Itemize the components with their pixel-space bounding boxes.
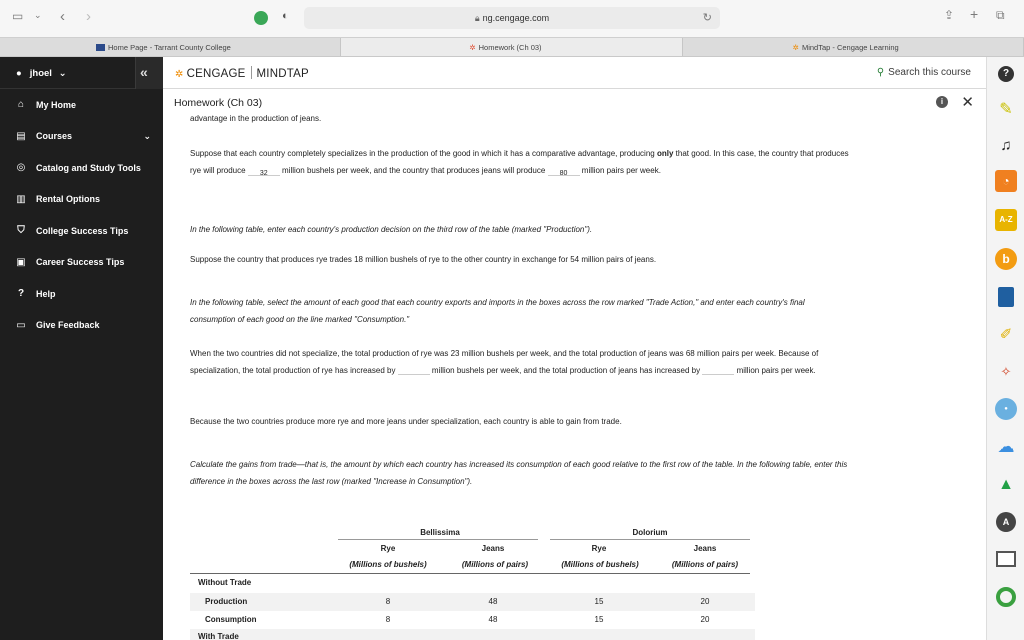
extension-icon[interactable] [254,11,268,25]
help-icon[interactable]: ? [998,66,1014,82]
trade-paragraph: Suppose the country that produces rye trades 18 million bushels of rye to the other country in exchange for 54 million pairs of jeans. [190,255,657,264]
sidebar-item-courses[interactable] [0,121,163,153]
chevron-down-icon: ⌄ [143,130,151,141]
sidebar-item-label: Give Feedback [36,320,100,331]
country-header: Bellissima [420,528,460,537]
sidebar-item-give-feedback[interactable] [0,310,163,342]
jeans-increase-input[interactable] [702,364,734,375]
cloud-icon[interactable]: ☁ [997,437,1015,456]
sidebar-item-help[interactable] [0,278,163,310]
chevron-down-icon[interactable]: ⌄ [34,10,42,20]
kaltura-icon[interactable]: ● [995,398,1017,420]
lock-icon: 🔒︎ [474,13,480,23]
table-cell: 48 [488,597,498,606]
table-row [190,629,755,640]
specialization-paragraph: Suppose that each country completely specializes in the production of the good in which it has a comparative advantage, producing only that good. In this case, the country that produces rye will produce 32 million bushels per week, and the country that produces jeans will produce 80 million pairs per week. [190,149,849,177]
sidebar-item-career-success-tips[interactable] [0,247,163,279]
good-header: Jeans [481,544,505,553]
sidebar-item-label: My Home [36,99,77,110]
back-icon[interactable]: ‹ [60,8,65,25]
text-cut-line: advantage in the production of jeans. [190,114,322,123]
tab-strip [0,37,1024,57]
page-title: Homework (Ch 03) [174,97,263,109]
good-header: Rye [380,544,396,553]
table-cell: 15 [594,615,604,624]
jeans-production-answer[interactable]: 80 [548,165,580,176]
sidebar-item-college-success-tips[interactable] [0,215,163,247]
homework-bar [163,90,986,114]
good-header: Rye [591,544,607,553]
search-icon: ⚲ [876,67,885,78]
compass-icon: ◎ [16,162,26,174]
section-with-trade: With Trade [198,632,239,640]
google-drive-icon[interactable]: ▲ [998,476,1014,493]
search-course[interactable]: ⚲ Search this course [876,67,971,78]
close-icon[interactable]: ✕ [961,94,974,111]
cengage-favicon-icon: ✲ [792,43,799,52]
table-cell: 15 [594,597,604,606]
sidebar-toggle-icon[interactable]: ▭ [12,9,24,23]
forward-icon[interactable]: › [86,8,91,25]
total-production-paragraph: When the two countries did not specialize, the total production of rye was 23 million bushels per week, and the total production of jeans was 68 million pairs per week. Because of specialization, the total production of rye has increased by million bushels per week, and the total production of jeans has increased by million pairs per week. [190,349,819,375]
dictionary-icon[interactable]: A-Z [995,209,1017,231]
share-icon[interactable]: ⇪ [944,8,955,22]
notebook-icon[interactable] [998,287,1014,307]
table-cell: 20 [700,615,710,624]
url-bar[interactable]: 🔒︎ ng.cengage.com ↻ [304,7,720,29]
new-tab-icon[interactable]: + [970,6,979,22]
cengage-mindtap-logo[interactable]: ✲ CENGAGE MINDTAP [175,68,309,80]
sidebar-item-label: Rental Options [36,194,101,205]
pencil-icon[interactable]: ✎ [999,101,1013,118]
gain-from-trade-paragraph: Because the two countries produce more rye and more jeans under specialization, each country is able to gain from trade. [190,417,622,426]
cengage-favicon-icon: ✲ [469,43,476,52]
chevron-down-icon: ⌄ [58,68,67,79]
unit-header: (Millions of bushels) [561,560,639,569]
notes-icon[interactable]: ✐ [999,326,1013,343]
sidebar-item-label: College Success Tips [36,225,129,236]
shield-icon[interactable]: ◐ [282,10,289,22]
home-icon: ⌂ [17,99,25,111]
browser-toolbar [0,0,1024,37]
book-icon: ▤ [16,130,26,142]
table-cell: 8 [385,597,391,606]
flashcards-icon[interactable]: ✧ [1000,364,1012,379]
grade-icon[interactable]: A [996,512,1016,532]
rye-increase-input[interactable] [398,364,430,375]
row-label: Consumption [205,615,257,624]
circle-app-icon[interactable] [996,587,1016,607]
good-header: Jeans [693,544,717,553]
briefcase-icon: ▣ [16,256,26,268]
help-icon: ? [17,288,25,300]
rss-icon[interactable]: ◔ [995,170,1017,192]
info-icon[interactable]: i [936,96,948,108]
row-label: Production [205,597,248,606]
sidebar-item-catalog-and-study-tools[interactable] [0,152,163,184]
sidebar-item-my-home[interactable] [0,89,163,121]
instruction-production: In the following table, enter each country's production decision on the third row of the table (marked "Production"). [190,225,593,234]
headphones-icon[interactable]: ♫ [1000,136,1012,154]
user-menu[interactable]: ● jhoel ⌄ « [0,57,163,89]
unit-header: (Millions of bushels) [349,560,427,569]
double-chevron-left-icon[interactable]: « [140,64,148,80]
sidebar-item-label: Catalog and Study Tools [36,162,141,173]
brand-bar [163,57,986,89]
sidebar-item-rental-options[interactable] [0,184,163,216]
sidebar-item-label: Career Success Tips [36,257,125,268]
homework-content [163,114,986,640]
section-without-trade: Without Trade [198,578,252,587]
sidebar [0,57,163,640]
user-icon: ● [16,68,22,79]
cengage-logo-icon: ✲ [175,69,184,80]
tab-homework[interactable]: ✲ Homework (Ch 03) [341,38,682,56]
reload-icon[interactable]: ↻ [702,12,712,24]
feedback-icon: ▭ [16,319,26,331]
rye-production-answer[interactable]: 32 [248,165,280,176]
tcc-favicon-icon [96,44,105,51]
sidebar-item-label: Help [36,288,56,299]
progress-icon[interactable]: b [995,248,1017,270]
sidebar-item-label: Courses [36,131,73,142]
table-cell: 48 [488,615,498,624]
tab-home-page[interactable]: Home Page - Tarrant County College [0,38,341,56]
tool-rail [986,57,1024,640]
grad-cap-icon: ⛉ [17,225,25,237]
unit-header: (Millions of pairs) [671,560,739,569]
instruction-trade-action: In the following table, select the amount of each good that each country exports and imports in the boxes across the row marked "Trade Action," and enter each country's final consumption of each good on the line marked "Consumption." [190,298,805,324]
table-cell: 8 [385,615,391,624]
open-book-icon: ▥ [16,193,26,205]
unit-header: (Millions of pairs) [461,560,529,569]
instruction-gains: Calculate the gains from trade—that is, the amount by which each country has increased its consumption of each good relative to the first row of the table. In the following table, enter this difference in the boxes across the last row (marked "Increase in Consumption"). [190,460,848,486]
document-icon[interactable] [996,551,1016,567]
table-cell: 20 [700,597,710,606]
tab-mindtap[interactable]: ✲ MindTap - Cengage Learning [683,38,1024,56]
tabs-overview-icon[interactable]: ⧉ [996,8,1005,22]
country-header: Dolorium [632,528,668,537]
